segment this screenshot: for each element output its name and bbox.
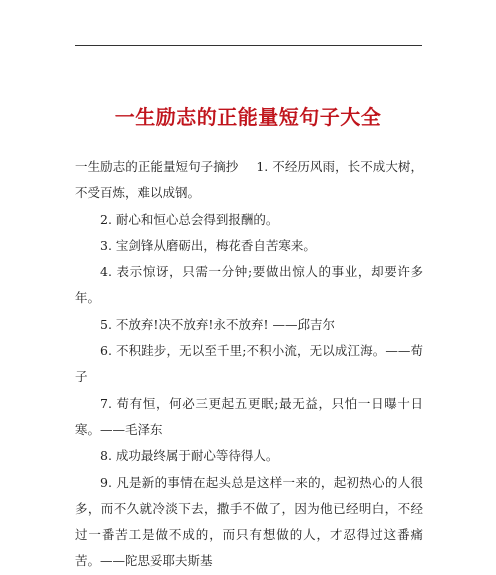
document-body	[75, 154, 423, 575]
quote-5: 5. 不放弃!决不放弃!永不放弃! ——邱吉尔	[100, 316, 335, 332]
document-title: 一生励志的正能量短句子大全	[114, 105, 382, 130]
quote-6: 6. 不积跬步，无以至千里;不积小流，无以成江海。——荀子	[75, 343, 423, 385]
quote-9: 9. 凡是新的事情在起头总是这样一来的，起初热心的人很多，而不久就冷淡下去，撒手不做了，因为他已经明白，不经过一番苦工是做不成的，而只有想做的人，才忍得过这番痛苦。——陀思妥耶夫斯基	[75, 474, 423, 569]
quote-7: 7. 荀有恒，何必三更起五更眠;最无益，只怕一日曝十日寒。——毛泽东	[75, 395, 423, 437]
quote-1: 1. 不经历风雨，长不成大树，不受百炼，难以成钢。	[75, 159, 423, 201]
intro-heading: 一生励志的正能量短句子摘抄	[75, 159, 239, 174]
quote-3: 3. 宝剑锋从磨砺出，梅花香自苦寒来。	[100, 237, 316, 253]
quote-8: 8. 成功最终属于耐心等待得人。	[100, 448, 279, 464]
header-rule	[75, 45, 422, 46]
quote-4: 4. 表示惊讶，只需一分钟;要做出惊人的事业，却要许多年。	[75, 264, 423, 306]
quote-2: 2. 耐心和恒心总会得到报酬的。	[100, 211, 279, 227]
intro-paragraph	[75, 154, 423, 207]
